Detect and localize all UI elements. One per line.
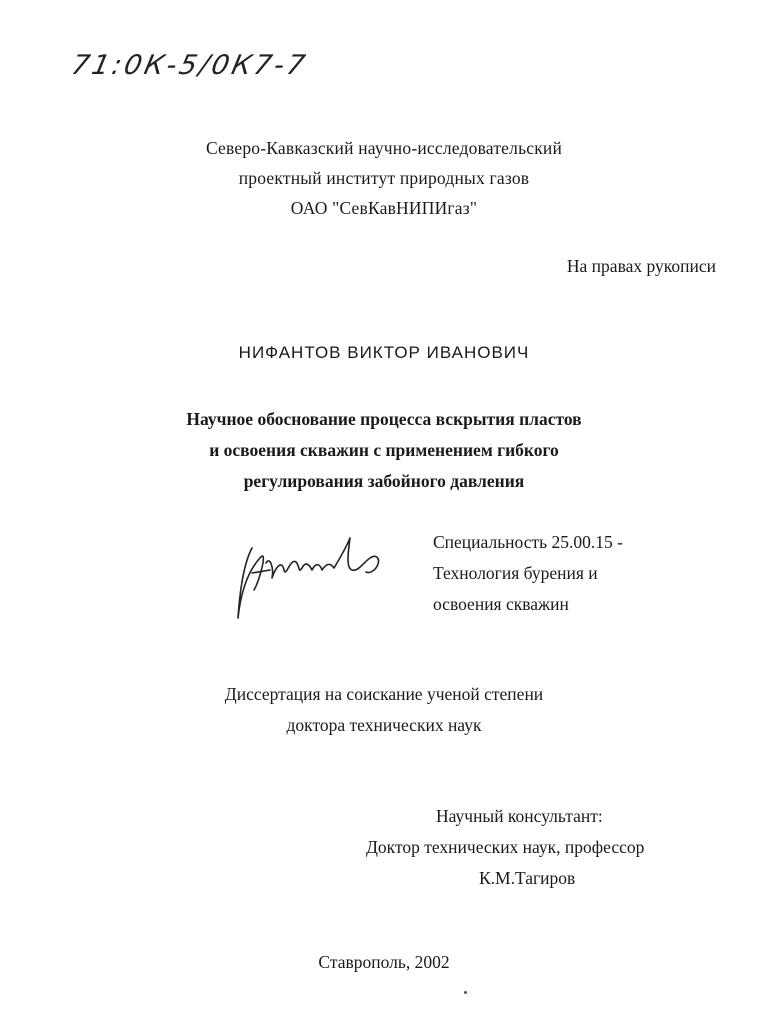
author-signature — [230, 518, 400, 628]
institution-line-3: ОАО "СевКавНИПИгаз" — [290, 198, 478, 218]
advisor-label: Научный консультант: — [436, 806, 603, 826]
author-name: НИФАНТОВ ВИКТОР ИВАНОВИЧ — [238, 343, 530, 362]
degree-line-2: доктора технических наук — [286, 715, 482, 735]
degree-line-1: Диссертация на соискание ученой степени — [224, 684, 544, 704]
institution-line-1: Северо-Кавказский научно-исследовательский — [205, 138, 563, 158]
title-line-3: регулирования забойного давления — [243, 471, 525, 491]
title-line-2: и освоения скважин с применением гибкого — [209, 440, 559, 460]
specialty-line-2: Технология бурения и — [433, 563, 598, 583]
scan-speck — [464, 991, 467, 994]
dissertation-degree-block — [0, 679, 768, 741]
dissertation-title — [0, 404, 768, 497]
title-line-1: Научное обоснование процесса вскрытия пластов — [186, 409, 582, 429]
city-year: Ставрополь, 2002 — [318, 952, 450, 972]
institution-line-2: проектный институт природных газов — [238, 168, 530, 188]
advisor-degree: Доктор технических наук, профессор — [366, 837, 645, 857]
specialty-block — [433, 527, 623, 620]
specialty-line-3: освоения скважин — [433, 594, 569, 614]
institution-block — [0, 133, 768, 223]
specialty-line-1: Специальность 25.00.15 - — [433, 532, 623, 552]
handwritten-catalog-number: 71:0К-5/0К7-7 — [68, 50, 311, 81]
rights-notice: На правах рукописи — [566, 256, 716, 276]
advisor-name: К.М.Тагиров — [479, 868, 576, 888]
advisor-block — [0, 801, 768, 894]
